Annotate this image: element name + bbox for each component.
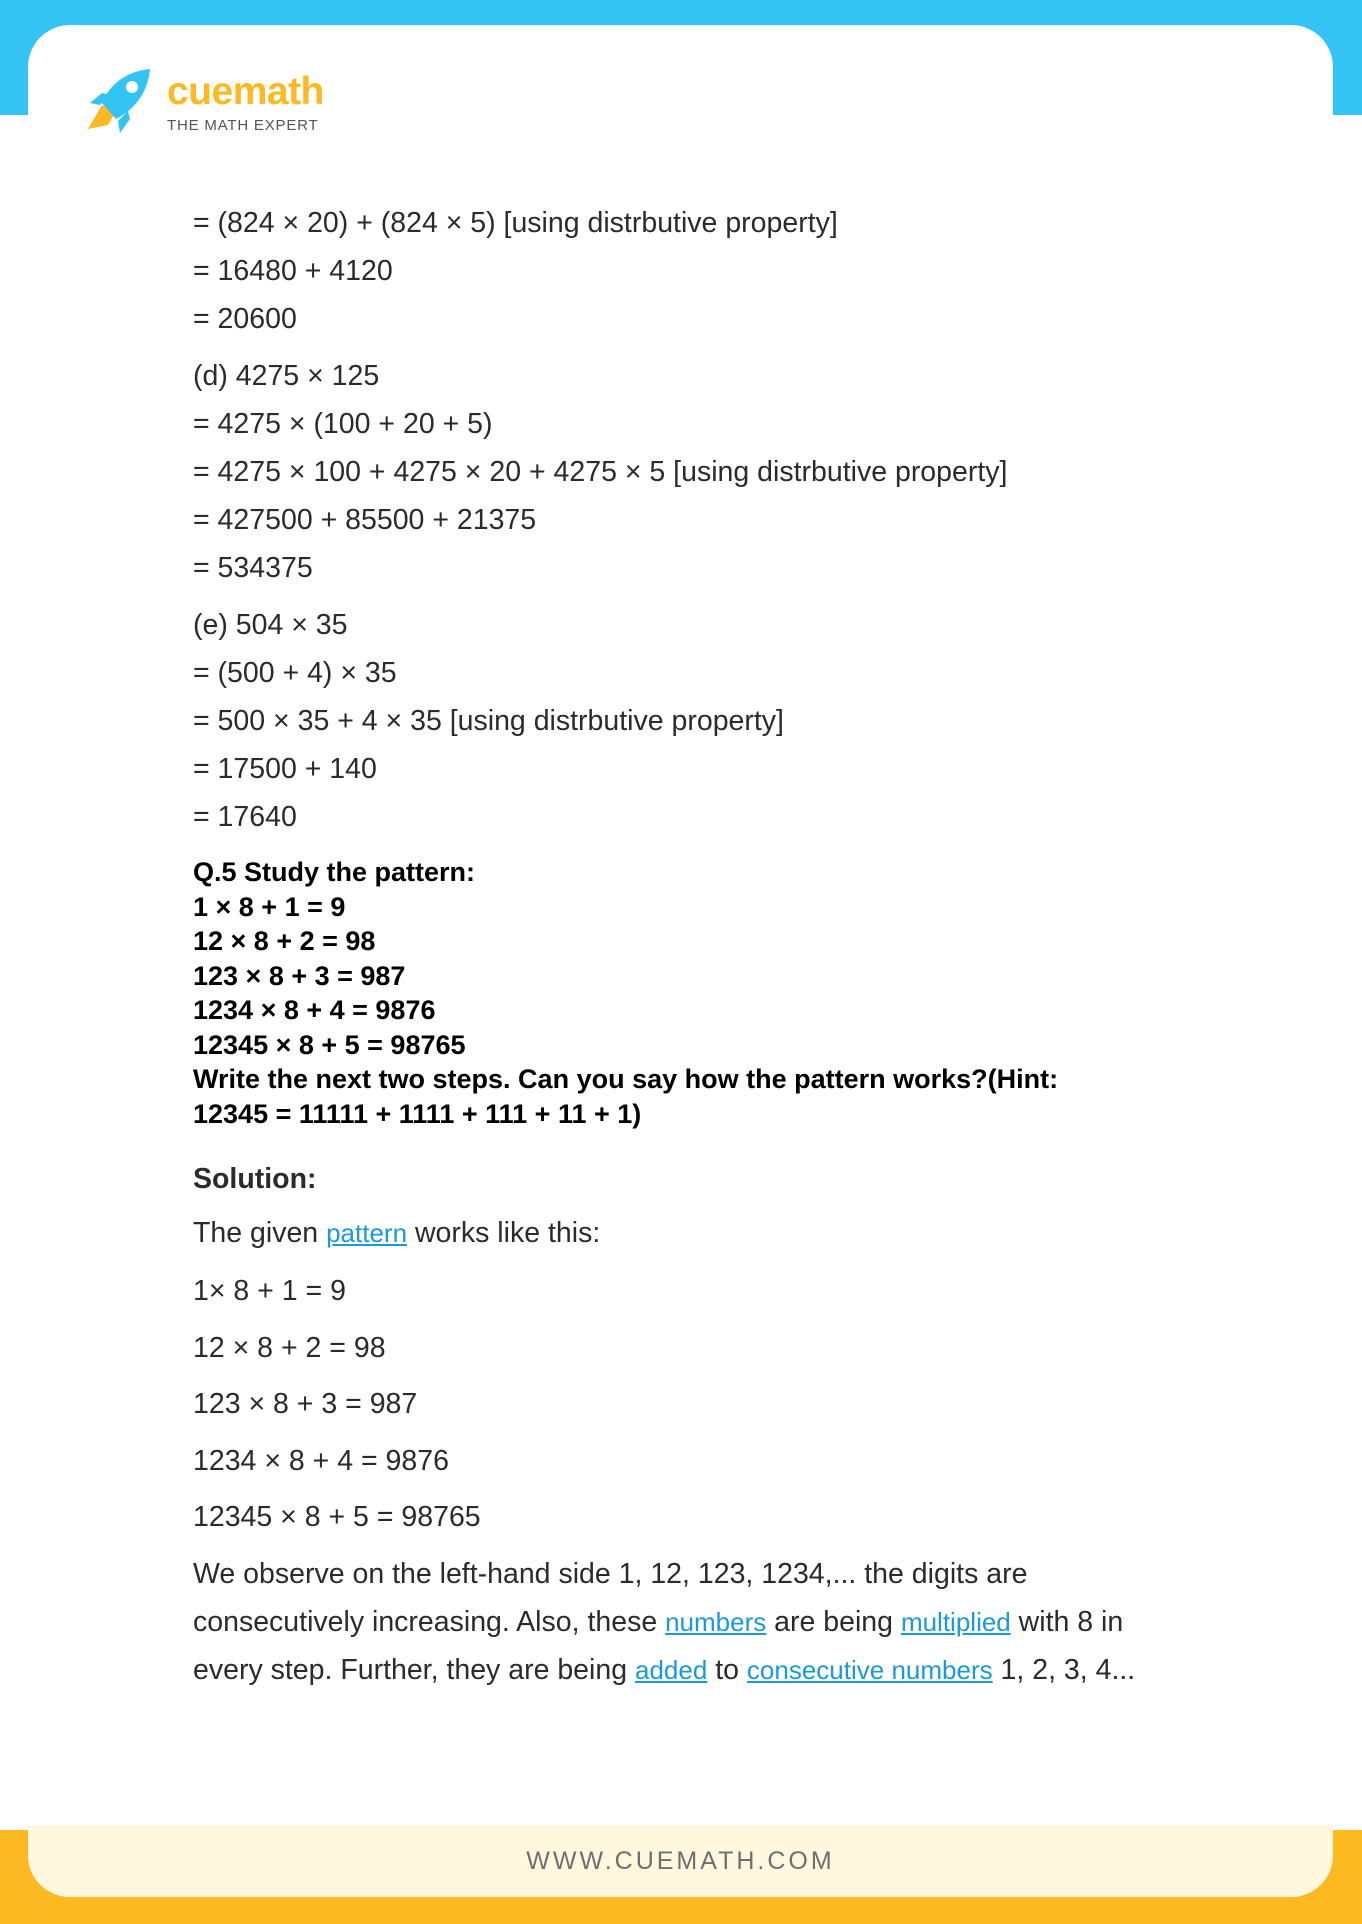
observation-line-3: every step. Further, they are being added to consecutive numbers 1, 2, 3, 4...	[193, 1653, 1136, 1686]
solution-step: 123 × 8 + 3 = 987	[193, 1388, 418, 1420]
pattern-link[interactable]: pattern	[326, 1218, 408, 1248]
footer-url[interactable]: WWW.CUEMATH.COM	[526, 1846, 835, 1875]
question-line: 123 × 8 + 3 = 987	[193, 960, 406, 991]
cuemath-logo[interactable]	[80, 63, 324, 143]
question-5	[193, 855, 1233, 1131]
page-card	[28, 25, 1333, 1897]
rocket-icon	[80, 63, 160, 143]
text-line: (e) 504 × 35	[193, 609, 348, 641]
part-d	[193, 352, 1233, 592]
consecutive-numbers-link[interactable]: consecutive numbers	[746, 1654, 993, 1685]
solution-step: 12 × 8 + 2 = 98	[193, 1331, 386, 1364]
brand-name: cuemath	[167, 70, 324, 113]
question-line: 1234 × 8 + 4 = 9876	[193, 995, 436, 1025]
text-line: (d) 4275 × 125	[193, 360, 380, 392]
text-line: = 17640	[193, 801, 297, 833]
brand-tagline: THE MATH EXPERT	[167, 117, 319, 134]
question-title: Q.5 Study the pattern:	[193, 857, 476, 887]
text-line: = 534375	[193, 552, 313, 584]
observation-line-2: consecutively increasing. Also, these numbers are being multiplied with 8 in	[193, 1605, 1124, 1638]
solution-step: 1234 × 8 + 4 = 9876	[193, 1444, 449, 1477]
question-line: 12 × 8 + 2 = 98	[193, 926, 376, 956]
text-line: = 4275 × 100 + 4275 × 20 + 4275 × 5 [using distrbutive property]	[193, 456, 1008, 488]
solution-step: 12345 × 8 + 5 = 98765	[193, 1501, 481, 1533]
footer	[28, 1825, 1333, 1897]
added-link[interactable]: added	[635, 1654, 708, 1685]
question-line: Write the next two steps. Can you say how the pattern works?(Hint:	[193, 1064, 1059, 1094]
observation-line-1: We observe on the left-hand side 1, 12, 123, 1234,... the digits are	[193, 1557, 1028, 1590]
solution-section	[193, 1155, 1233, 1694]
text-line: = 4275 × (100 + 20 + 5)	[193, 408, 493, 440]
text-line: = 20600	[193, 303, 297, 335]
solution-intro: The given pattern works like this:	[193, 1217, 601, 1249]
solution-heading: Solution:	[193, 1163, 317, 1195]
part-e	[193, 601, 1233, 841]
text-line: = 17500 + 140	[193, 753, 377, 785]
text-line: = (500 + 4) × 35	[193, 657, 397, 689]
main-content	[193, 199, 1233, 1694]
solution-step: 1× 8 + 1 = 9	[193, 1275, 346, 1307]
question-line: 12345 = 11111 + 1111 + 111 + 11 + 1)	[193, 1098, 642, 1129]
text-line: = 16480 + 4120	[193, 255, 393, 287]
text-line: = (824 × 20) + (824 × 5) [using distrbutive property]	[193, 207, 838, 239]
numbers-link[interactable]: numbers	[665, 1606, 767, 1637]
text-line: = 500 × 35 + 4 × 35 [using distrbutive property]	[193, 705, 784, 737]
part-c-continued	[193, 199, 1233, 343]
text-line: = 427500 + 85500 + 21375	[193, 504, 537, 536]
question-line: 1 × 8 + 1 = 9	[193, 891, 346, 922]
question-line: 12345 × 8 + 5 = 98765	[193, 1029, 466, 1060]
multiplied-link[interactable]: multiplied	[900, 1606, 1011, 1637]
